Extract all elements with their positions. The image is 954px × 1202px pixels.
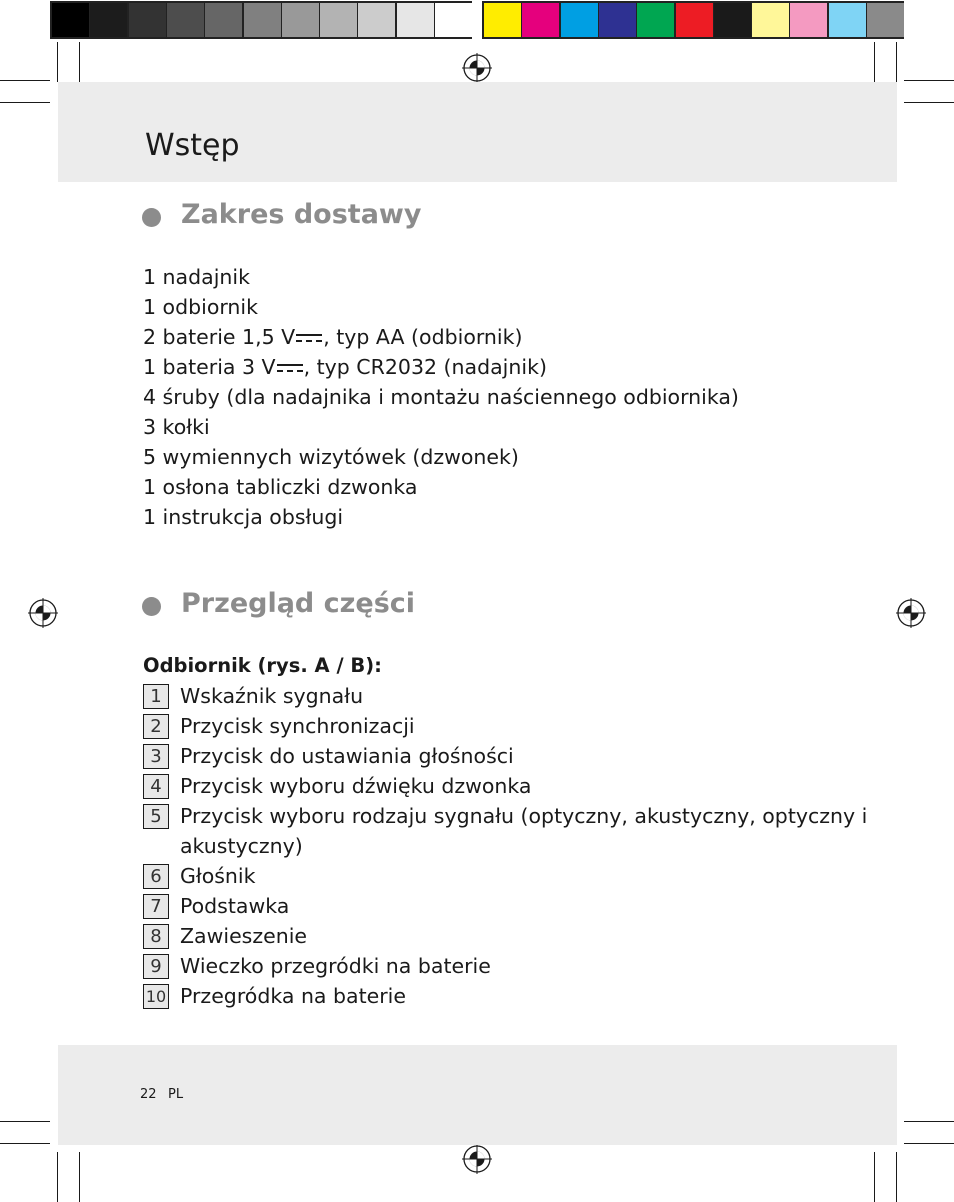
- color-swatch: [397, 3, 434, 37]
- list-item: 4 śruby (dla nadajnika i montażu naściennego odbiornika): [143, 385, 739, 409]
- list-item-text: 1 bateria 3 V: [143, 355, 276, 379]
- part-number: 5: [143, 804, 169, 829]
- section-bullet-icon: [142, 597, 161, 616]
- part-label: Podstawka: [180, 894, 290, 918]
- color-swatch: [205, 3, 242, 37]
- footer-band: [58, 1045, 897, 1145]
- part-label: Przycisk do ustawiania głośności: [180, 744, 514, 768]
- color-swatch: [676, 3, 713, 37]
- color-swatch: [522, 3, 559, 37]
- part-number: 1: [143, 684, 169, 709]
- color-swatch: [320, 3, 357, 37]
- list-item: 5 wymiennych wizytówek (dzwonek): [143, 445, 519, 469]
- part-number: 6: [143, 864, 169, 889]
- list-item: 1 odbiornik: [143, 295, 258, 319]
- parts-subtitle: Odbiornik (rys. A / B):: [143, 654, 382, 677]
- part-label: Zawieszenie: [180, 924, 308, 948]
- color-swatch: [790, 3, 827, 37]
- page-number: 22: [140, 1087, 157, 1102]
- list-item: 1 osłona tabliczki dzwonka: [143, 475, 418, 499]
- list-item: 3 kołki: [143, 415, 210, 439]
- language-code: PL: [168, 1087, 184, 1102]
- part-number: 9: [143, 954, 169, 979]
- page-title: Wstęp: [145, 128, 240, 163]
- color-swatch: [52, 3, 89, 37]
- color-swatch: [244, 3, 281, 37]
- registration-mark-icon: [462, 53, 492, 83]
- color-swatch: [867, 3, 904, 37]
- part-number: 10: [143, 984, 169, 1009]
- color-swatch: [561, 3, 598, 37]
- part-number: 7: [143, 894, 169, 919]
- part-label: Przycisk synchronizacji: [180, 714, 415, 738]
- color-swatch: [484, 3, 521, 37]
- dc-symbol-icon: [296, 331, 322, 345]
- color-swatch: [714, 3, 751, 37]
- color-swatch: [435, 3, 472, 37]
- list-item-text: , typ AA (odbiornik): [323, 325, 523, 349]
- part-label: Wieczko przegródki na baterie: [180, 954, 491, 978]
- list-item: [143, 355, 547, 379]
- list-item: 1 instrukcja obsługi: [143, 505, 344, 529]
- section-title-delivery: Zakres dostawy: [181, 199, 422, 230]
- registration-mark-icon: [462, 1144, 492, 1174]
- part-number: 8: [143, 924, 169, 949]
- list-item: [143, 325, 522, 349]
- dc-symbol-icon: [277, 361, 303, 375]
- color-swatch: [358, 3, 395, 37]
- color-swatch: [129, 3, 166, 37]
- color-swatch: [637, 3, 674, 37]
- color-swatch: [829, 3, 866, 37]
- part-label: Przycisk wyboru dźwięku dzwonka: [180, 774, 532, 798]
- part-label: Głośnik: [180, 864, 256, 888]
- list-item-text: 2 baterie 1,5 V: [143, 325, 296, 349]
- color-swatch: [90, 3, 127, 37]
- color-swatch: [599, 3, 636, 37]
- part-number: 3: [143, 744, 169, 769]
- list-item: 1 nadajnik: [143, 265, 250, 289]
- list-item-text: , typ CR2032 (nadajnik): [303, 355, 547, 379]
- color-swatch: [167, 3, 204, 37]
- section-title-parts: Przegląd części: [181, 588, 416, 619]
- part-number: 2: [143, 714, 169, 739]
- part-label: Wskaźnik sygnału: [180, 684, 364, 708]
- part-label: Przegródka na baterie: [180, 984, 406, 1008]
- part-number: 4: [143, 774, 169, 799]
- part-label: Przycisk wyboru rodzaju sygnału (optyczny, akustyczny, optyczny i: [180, 804, 868, 828]
- registration-mark-icon: [28, 598, 58, 628]
- color-swatch: [282, 3, 319, 37]
- registration-mark-icon: [896, 598, 926, 628]
- part-label-continued: akustyczny): [180, 834, 303, 858]
- section-bullet-icon: [142, 208, 161, 227]
- color-swatch: [752, 3, 789, 37]
